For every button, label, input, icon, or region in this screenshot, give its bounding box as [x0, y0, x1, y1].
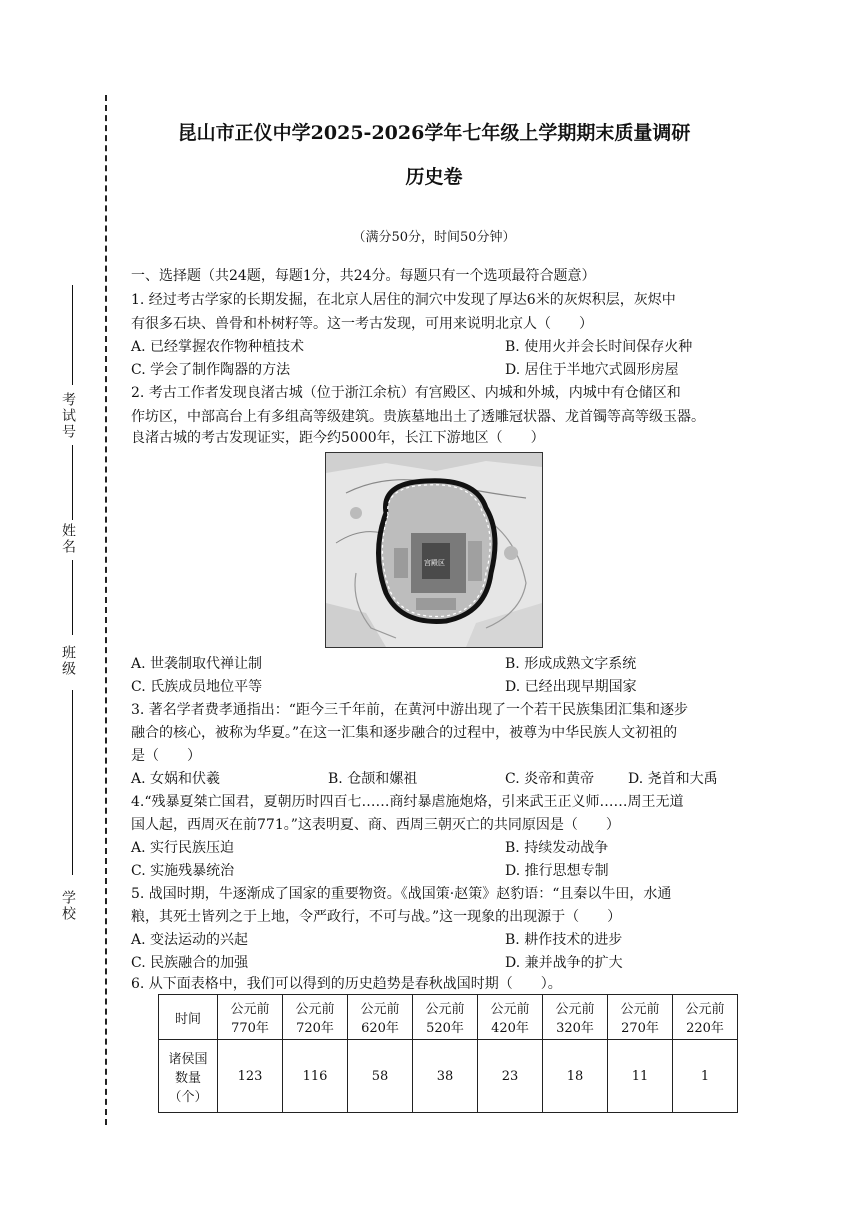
q3-option-c[interactable]: C. 炎帝和黄帝: [505, 771, 595, 787]
q5-option-d[interactable]: D. 兼并战争的扩大: [505, 955, 623, 971]
map-palace-label: 宫殿区: [424, 559, 445, 567]
q2-stem-line1: 2. 考古工作者发现良渚古城（位于浙江余杭）有宫殿区、内城和外城，内城中有仓储区和: [131, 385, 681, 401]
q3-option-b[interactable]: B. 仓颉和嫘祖: [328, 771, 418, 787]
school-label: 学校: [60, 890, 76, 922]
liangzhu-city-map: [325, 452, 543, 648]
q1-stem-line2: 有很多石块、兽骨和朴树籽等。这一考古发现，可用来说明北京人（ ）: [131, 316, 593, 332]
q1-option-a[interactable]: A. 已经掌握农作物种植技术: [131, 339, 305, 355]
table-header-count: 诸侯国 数量 （个）: [159, 1040, 218, 1113]
q3-stem-line2: 融合的核心，被称为华夏。”在这一汇集和逐步融合的过程中，被尊为中华民族人文初祖的: [131, 725, 678, 741]
table-row-count: [159, 1040, 738, 1113]
table-cell-time: 公元前 620年: [348, 995, 413, 1040]
table-cell-count: 1: [673, 1040, 738, 1113]
q3-stem-line3: 是（ ）: [131, 748, 201, 764]
q1-option-c[interactable]: C. 学会了制作陶器的方法: [131, 362, 291, 378]
liangzhu-map-image: [326, 453, 542, 647]
q2-option-b[interactable]: B. 形成成熟文字系统: [505, 656, 637, 672]
q2-option-c[interactable]: C. 氏族成员地位平等: [131, 679, 263, 695]
table-cell-time: 公元前 720年: [283, 995, 348, 1040]
q5-option-a[interactable]: A. 变法运动的兴起: [131, 932, 249, 948]
q4-option-a[interactable]: A. 实行民族压迫: [131, 840, 235, 856]
q4-option-c[interactable]: C. 实施残暴统治: [131, 863, 235, 879]
q3-option-d[interactable]: D. 尧首和大禹: [628, 771, 718, 787]
table-cell-count: 116: [283, 1040, 348, 1113]
class-fill-line[interactable]: [72, 690, 73, 875]
exam-subject: 历史卷: [405, 166, 463, 188]
table-cell-count: 23: [478, 1040, 543, 1113]
q4-stem-line1: 4.“残暴夏桀亡国君，夏朝历时四百七……商纣暴虐施炮烙，引来武王正义师……周王无道: [131, 794, 684, 810]
q2-option-d[interactable]: D. 已经出现早期国家: [505, 679, 637, 695]
table-cell-count: 38: [413, 1040, 478, 1113]
q2-stem-line2: 作坊区，中部高台上有多组高等级建筑。贵族墓地出土了透雕冠状器、龙首镯等高等级玉器。: [131, 409, 705, 425]
table-row-time: [159, 995, 738, 1040]
name-fill-line[interactable]: [72, 560, 73, 635]
table-cell-time: 公元前 220年: [673, 995, 738, 1040]
table-cell-time: 公元前 520年: [413, 995, 478, 1040]
table-cell-time: 公元前 770年: [218, 995, 283, 1040]
q5-option-b[interactable]: B. 耕作技术的进步: [505, 932, 623, 948]
q2-option-a[interactable]: A. 世袭制取代禅让制: [131, 656, 263, 672]
q2-stem-line3: 良渚古城的考古发现证实，距今约5000年，长江下游地区（ ）: [131, 430, 545, 446]
q5-stem-line1: 5. 战国时期，牛逐渐成了国家的重要物资。《战国策·赵策》赵豹语：“且秦以牛田，水通: [131, 886, 672, 902]
q4-stem-line2: 国人起，西周灭在前771。”这表明夏、商、西周三朝灭亡的共同原因是（ ）: [131, 817, 620, 833]
q5-stem-line2: 粮，其死士皆列之于上地，令严政行，不可与战。”这一现象的出现源于（ ）: [131, 909, 622, 925]
q6-stem-line1: 6. 从下面表格中，我们可以得到的历史趋势是春秋战国时期（ ）。: [131, 976, 562, 992]
q5-option-c[interactable]: C. 民族融合的加强: [131, 955, 249, 971]
exam-number-fill-line[interactable]: [72, 285, 73, 385]
binding-dashed-line: [105, 95, 107, 1125]
table-cell-time: 公元前 270年: [608, 995, 673, 1040]
table-cell-time: 公元前 320年: [543, 995, 608, 1040]
name-label: 姓名: [60, 523, 76, 555]
q1-option-b[interactable]: B. 使用火并会长时间保存火种: [505, 339, 693, 355]
exam-number-label: 考试号: [60, 392, 76, 440]
q3-stem-line1: 3. 著名学者费孝通指出：“距今三千年前，在黄河中游出现了一个若干民族集团汇集和逐步: [131, 702, 688, 718]
section-heading: 一、选择题（共24题，每题1分，共24分。每题只有一个选项最符合题意）: [131, 268, 596, 284]
q6-states-table: [158, 994, 738, 1113]
class-label: 班级: [60, 645, 76, 677]
q3-option-a[interactable]: A. 女娲和伏羲: [131, 771, 221, 787]
table-cell-count: 18: [543, 1040, 608, 1113]
table-cell-count: 11: [608, 1040, 673, 1113]
exam-number-fill-line-2: [72, 445, 73, 520]
table-cell-count: 58: [348, 1040, 413, 1113]
q1-option-d[interactable]: D. 居住于半地穴式圆形房屋: [505, 362, 679, 378]
exam-title: 昆山市正仪中学2025-2026学年七年级上学期期末质量调研: [177, 122, 691, 144]
q1-stem-line1: 1. 经过考古学家的长期发掘，在北京人居住的洞穴中发现了厚达6米的灰烬积层，灰烬中: [131, 292, 676, 308]
table-cell-count: 123: [218, 1040, 283, 1113]
q4-option-d[interactable]: D. 推行思想专制: [505, 863, 609, 879]
table-cell-time: 公元前 420年: [478, 995, 543, 1040]
table-header-time: 时间: [159, 995, 218, 1040]
q4-option-b[interactable]: B. 持续发动战争: [505, 840, 609, 856]
exam-info: （满分50分，时间50分钟）: [352, 230, 516, 245]
